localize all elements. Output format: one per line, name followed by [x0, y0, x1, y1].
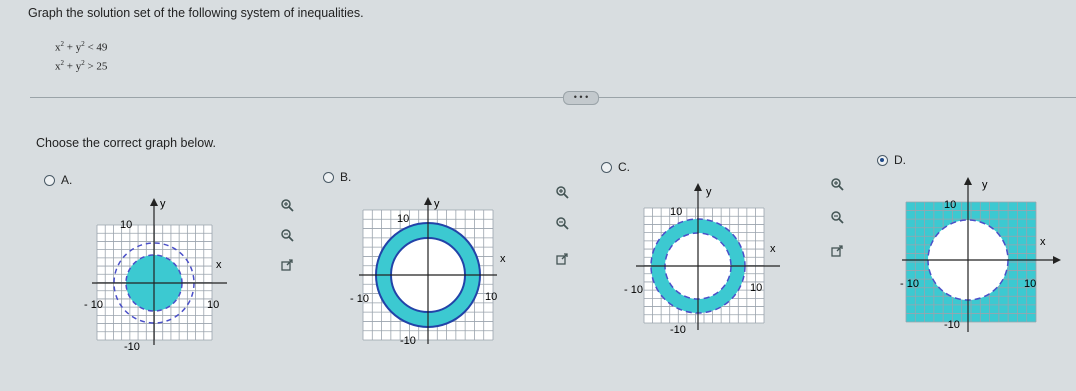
- radio-d[interactable]: [877, 155, 888, 166]
- graph-a-x-label: x: [216, 259, 222, 271]
- option-c[interactable]: [601, 160, 630, 174]
- external-link-icon[interactable]: [828, 242, 846, 260]
- graph-d-tick-top: 10: [944, 199, 957, 211]
- graph-d-tick-bottom: -10: [944, 319, 960, 331]
- graph-a-tick-right: 10: [207, 299, 220, 311]
- graph-d-y-label: y: [982, 179, 988, 191]
- option-a[interactable]: [44, 173, 72, 187]
- option-b-label: B.: [340, 170, 352, 184]
- graph-c-x-label: x: [770, 243, 776, 255]
- graph-d: [898, 172, 1068, 337]
- inequality-2: $x^2 + y^2 > 25$: [55, 59, 108, 73]
- graph-c: [622, 178, 797, 338]
- zoom-in-icon[interactable]: [278, 196, 296, 214]
- graph-c-y-label: y: [706, 186, 712, 198]
- option-c-label: C.: [618, 160, 630, 174]
- more-button[interactable]: • • •: [563, 91, 599, 105]
- zoom-out-icon[interactable]: [553, 214, 571, 232]
- inequality-1: $x^2 + y^2 < 49$: [55, 40, 108, 54]
- graph-d-tick-left: - 10: [900, 278, 919, 290]
- divider: [30, 97, 1076, 98]
- graph-d-x-label: x: [1040, 236, 1046, 248]
- graph-b-tick-right: 10: [485, 291, 498, 303]
- graph-d-tick-right: 10: [1024, 278, 1037, 290]
- graph-b-y-label: y: [434, 198, 440, 210]
- zoom-in-icon[interactable]: [553, 183, 571, 201]
- graph-d-y-arrow: [964, 177, 972, 185]
- option-a-label: A.: [61, 173, 73, 187]
- graph-a-tick-bottom: -10: [124, 341, 140, 353]
- radio-a[interactable]: [44, 175, 55, 186]
- option-d[interactable]: [877, 153, 906, 167]
- graph-b-x-label: x: [500, 253, 506, 265]
- graph-b: [345, 192, 515, 352]
- graph-a: [82, 195, 242, 355]
- graph-b-y-arrow: [424, 197, 432, 205]
- graph-a-tick-left: - 10: [84, 299, 103, 311]
- graph-d-x-arrow: [1053, 256, 1061, 264]
- zoom-out-icon[interactable]: [828, 208, 846, 226]
- graph-c-tick-top: 10: [670, 206, 683, 218]
- graph-b-tick-left: - 10: [350, 293, 369, 305]
- graph-c-tick-bottom: -10: [670, 324, 686, 336]
- question-text: Graph the solution set of the following system of inequalities.: [28, 6, 364, 20]
- graph-a-tick-top: 10: [120, 219, 133, 231]
- option-d-label: D.: [894, 153, 906, 167]
- graph-c-tick-left: - 10: [624, 284, 643, 296]
- choose-prompt: Choose the correct graph below.: [36, 136, 216, 150]
- graph-c-tick-right: 10: [750, 282, 763, 294]
- radio-c[interactable]: [601, 162, 612, 173]
- option-b[interactable]: [323, 170, 351, 184]
- zoom-in-icon[interactable]: [828, 175, 846, 193]
- graph-a-y-arrow: [150, 198, 158, 206]
- external-link-icon[interactable]: [278, 256, 296, 274]
- radio-b[interactable]: [323, 172, 334, 183]
- zoom-out-icon[interactable]: [278, 226, 296, 244]
- graph-b-tick-bottom: -10: [400, 335, 416, 347]
- graph-c-y-arrow: [694, 183, 702, 191]
- external-link-icon[interactable]: [553, 250, 571, 268]
- graph-b-tick-top: 10: [397, 213, 410, 225]
- graph-a-y-label: y: [160, 198, 166, 210]
